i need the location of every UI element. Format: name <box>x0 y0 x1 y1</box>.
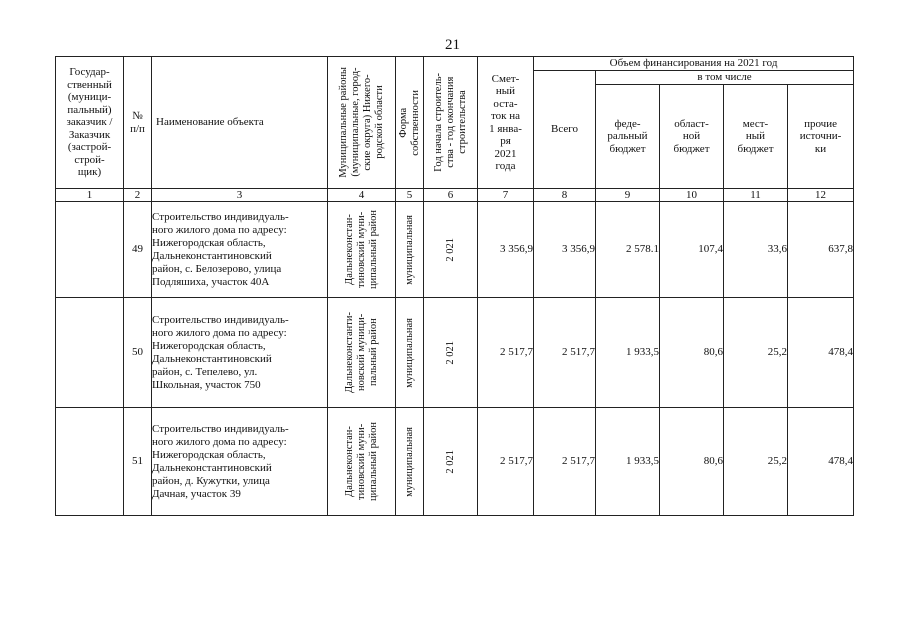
column-number: 4 <box>328 189 396 202</box>
header-federal: феде- ральный бюджет <box>596 85 660 189</box>
row-years <box>424 298 478 408</box>
row-district-text: Дальнеконстан- тиновский муни- ципальный район <box>343 422 379 501</box>
row-years <box>424 408 478 516</box>
column-number: 12 <box>788 189 854 202</box>
row-customer <box>56 298 124 408</box>
row-other: 478,4 <box>788 408 854 516</box>
row-total: 3 356,9 <box>534 202 596 298</box>
header-years-text: Год начала строитель- ства - год окончания строительства <box>432 73 468 172</box>
table-row <box>56 202 854 298</box>
row-ownership <box>396 202 424 298</box>
row-object-name: Строительство индивидуаль- ного жилого дома по адресу: Нижегородская область, Дальнеконстантиновский район, с. Тепелево, ул. Школьная, участок 750 <box>152 298 328 408</box>
header-years <box>424 57 478 189</box>
row-ownership <box>396 408 424 516</box>
header-district <box>328 57 396 189</box>
table-row <box>56 298 854 408</box>
header-number: № п/п <box>124 57 152 189</box>
header-district-text: Муниципальные районы (муниципальные, город- ские округа) Нижего- родской области <box>337 67 385 178</box>
row-district <box>328 202 396 298</box>
row-district-text: Дальнеконстанти- новский муници- пальный район <box>343 311 379 394</box>
column-number: 3 <box>152 189 328 202</box>
header-object-name: Наименование объекта <box>152 57 328 189</box>
row-ownership-text: муниципальная <box>403 214 415 285</box>
header-ownership-text: Форма собственности <box>397 89 421 156</box>
row-local: 33,6 <box>724 202 788 298</box>
row-customer <box>56 202 124 298</box>
row-object-name: Строительство индивидуаль- ного жилого дома по адресу: Нижегородская область, Дальнеконстантиновский район, с. Белозерово, улица Подляшиха, участок 40А <box>152 202 328 298</box>
row-federal: 2 578.1 <box>596 202 660 298</box>
row-estimate-balance: 3 356,9 <box>478 202 534 298</box>
header-customer: Государ- ственный (муници- пальный) заказчик / Заказчик (застрой- строй- щик) <box>56 57 124 189</box>
header-total: Всего <box>534 71 596 189</box>
row-ownership <box>396 298 424 408</box>
column-number: 7 <box>478 189 534 202</box>
row-total: 2 517,7 <box>534 408 596 516</box>
row-local: 25,2 <box>724 298 788 408</box>
row-number: 50 <box>124 298 152 408</box>
column-number: 1 <box>56 189 124 202</box>
header-regional: област- ной бюджет <box>660 85 724 189</box>
header-financing: Объем финансирования на 2021 год <box>534 57 854 71</box>
row-other: 478,4 <box>788 298 854 408</box>
row-federal: 1 933,5 <box>596 298 660 408</box>
header-estimate-balance: Смет- ный оста- ток на 1 янва- ря 2021 года <box>478 57 534 189</box>
row-regional: 80,6 <box>660 298 724 408</box>
row-federal: 1 933,5 <box>596 408 660 516</box>
row-total: 2 517,7 <box>534 298 596 408</box>
row-other: 637,8 <box>788 202 854 298</box>
row-ownership-text: муниципальная <box>403 317 415 388</box>
row-district <box>328 408 396 516</box>
row-district <box>328 298 396 408</box>
page-number: 21 <box>445 37 460 53</box>
column-number: 6 <box>424 189 478 202</box>
row-number: 51 <box>124 408 152 516</box>
row-district-text: Дальнеконстан- тиновский муни- ципальный район <box>343 210 379 289</box>
row-years-text: 2 021 <box>444 449 456 474</box>
column-number: 11 <box>724 189 788 202</box>
row-number: 49 <box>124 202 152 298</box>
header-including: в том числе <box>596 71 854 85</box>
column-number: 10 <box>660 189 724 202</box>
row-estimate-balance: 2 517,7 <box>478 298 534 408</box>
column-number: 8 <box>534 189 596 202</box>
table-row <box>56 408 854 516</box>
financing-table <box>55 56 854 516</box>
row-estimate-balance: 2 517,7 <box>478 408 534 516</box>
row-years-text: 2 021 <box>444 237 456 262</box>
column-numbers-row <box>56 189 854 202</box>
column-number: 9 <box>596 189 660 202</box>
row-regional: 80,6 <box>660 408 724 516</box>
column-number: 5 <box>396 189 424 202</box>
row-ownership-text: муниципальная <box>403 426 415 497</box>
header-local: мест- ный бюджет <box>724 85 788 189</box>
row-object-name: Строительство индивидуаль- ного жилого дома по адресу: Нижегородская область, Дальнеконстантиновский район, д. Кужутки, улица Дачная, участок 39 <box>152 408 328 516</box>
row-years-text: 2 021 <box>444 340 456 365</box>
row-years <box>424 202 478 298</box>
row-customer <box>56 408 124 516</box>
row-local: 25,2 <box>724 408 788 516</box>
header-other: прочие источни- ки <box>788 85 854 189</box>
row-regional: 107,4 <box>660 202 724 298</box>
header-ownership <box>396 57 424 189</box>
column-number: 2 <box>124 189 152 202</box>
